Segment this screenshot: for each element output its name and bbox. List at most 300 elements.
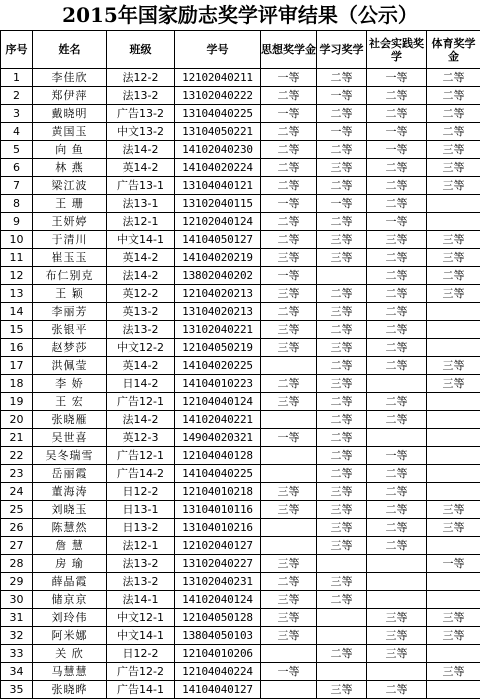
- cell-sports-award: [427, 411, 480, 429]
- cell-study-award: 二等: [317, 447, 367, 465]
- cell-class: 广告13-2: [107, 105, 175, 123]
- table-row: [1, 393, 480, 411]
- cell-class: 法12-2: [107, 69, 175, 87]
- cell-student-id: 13104010216: [175, 519, 261, 537]
- cell-no: 32: [1, 627, 33, 645]
- cell-practice-award: 一等: [367, 447, 427, 465]
- cell-practice-award: 三等: [367, 231, 427, 249]
- cell-name: 梁江波: [33, 177, 107, 195]
- cell-name: 王 珊: [33, 195, 107, 213]
- cell-study-award: 二等: [317, 105, 367, 123]
- cell-sports-award: 一等: [427, 555, 480, 573]
- cell-no: 29: [1, 573, 33, 591]
- header-no: 序号: [1, 31, 33, 69]
- table-row: [1, 69, 480, 87]
- cell-student-id: 12102040127: [175, 537, 261, 555]
- table-row: [1, 555, 480, 573]
- cell-sports-award: 三等: [427, 519, 480, 537]
- cell-sports-award: [427, 339, 480, 357]
- cell-student-id: 12104010218: [175, 483, 261, 501]
- cell-ideology-award: [261, 519, 317, 537]
- table-row: [1, 195, 480, 213]
- cell-sports-award: 三等: [427, 177, 480, 195]
- cell-no: 9: [1, 213, 33, 231]
- table-row: [1, 465, 480, 483]
- cell-no: 3: [1, 105, 33, 123]
- cell-practice-award: [367, 591, 427, 609]
- cell-practice-award: 二等: [367, 501, 427, 519]
- cell-ideology-award: 三等: [261, 501, 317, 519]
- cell-sports-award: [427, 645, 480, 663]
- cell-class: 法14-2: [107, 141, 175, 159]
- cell-no: 12: [1, 267, 33, 285]
- cell-ideology-award: [261, 357, 317, 375]
- cell-study-award: 三等: [317, 537, 367, 555]
- cell-name: 张晓雁: [33, 411, 107, 429]
- cell-study-award: [317, 663, 367, 681]
- cell-class: 英14-2: [107, 357, 175, 375]
- cell-ideology-award: 二等: [261, 375, 317, 393]
- header-ideology-award: 思想奖学金: [261, 31, 317, 69]
- cell-sports-award: 三等: [427, 249, 480, 267]
- cell-practice-award: [367, 555, 427, 573]
- header-sports-award: 体育奖学金: [427, 31, 480, 69]
- table-row: [1, 375, 480, 393]
- cell-ideology-award: 三等: [261, 285, 317, 303]
- cell-student-id: 13104010116: [175, 501, 261, 519]
- cell-ideology-award: [261, 537, 317, 555]
- cell-name: 崔玉玉: [33, 249, 107, 267]
- cell-sports-award: [427, 591, 480, 609]
- cell-sports-award: [427, 393, 480, 411]
- cell-name: 黄国玉: [33, 123, 107, 141]
- cell-sports-award: 二等: [427, 105, 480, 123]
- cell-sports-award: [427, 537, 480, 555]
- cell-no: 25: [1, 501, 33, 519]
- cell-name: 郑伊萍: [33, 87, 107, 105]
- cell-student-id: 12102040124: [175, 213, 261, 231]
- cell-practice-award: 二等: [367, 483, 427, 501]
- cell-ideology-award: [261, 645, 317, 663]
- cell-student-id: 13102040115: [175, 195, 261, 213]
- cell-practice-award: 一等: [367, 69, 427, 87]
- cell-study-award: 一等: [317, 123, 367, 141]
- cell-practice-award: [367, 375, 427, 393]
- cell-no: 26: [1, 519, 33, 537]
- cell-name: 陈慧然: [33, 519, 107, 537]
- results-table: [0, 30, 480, 699]
- cell-practice-award: 二等: [367, 519, 427, 537]
- cell-name: 向 鱼: [33, 141, 107, 159]
- page-title: 2015年国家励志奖学评审结果（公示）: [0, 0, 480, 30]
- cell-practice-award: 二等: [367, 177, 427, 195]
- cell-name: 布仁别克: [33, 267, 107, 285]
- cell-sports-award: 三等: [427, 285, 480, 303]
- cell-study-award: [317, 267, 367, 285]
- cell-no: 17: [1, 357, 33, 375]
- cell-ideology-award: 三等: [261, 339, 317, 357]
- table-row: [1, 627, 480, 645]
- cell-name: 林 燕: [33, 159, 107, 177]
- cell-student-id: 13104050221: [175, 123, 261, 141]
- cell-no: 24: [1, 483, 33, 501]
- cell-class: 英12-3: [107, 429, 175, 447]
- cell-practice-award: 二等: [367, 465, 427, 483]
- cell-name: 吴世喜: [33, 429, 107, 447]
- cell-student-id: 13102040222: [175, 87, 261, 105]
- table-row: [1, 573, 480, 591]
- cell-study-award: 三等: [317, 303, 367, 321]
- cell-student-id: 12104040224: [175, 663, 261, 681]
- results-body: [1, 69, 480, 699]
- cell-ideology-award: 二等: [261, 177, 317, 195]
- cell-sports-award: [427, 429, 480, 447]
- cell-ideology-award: 三等: [261, 249, 317, 267]
- cell-practice-award: 二等: [367, 285, 427, 303]
- table-row: [1, 105, 480, 123]
- cell-class: 法13-2: [107, 87, 175, 105]
- cell-practice-award: 二等: [367, 303, 427, 321]
- table-row: [1, 231, 480, 249]
- cell-study-award: 二等: [317, 411, 367, 429]
- cell-no: 8: [1, 195, 33, 213]
- cell-name: 于清川: [33, 231, 107, 249]
- table-row: [1, 177, 480, 195]
- cell-ideology-award: 一等: [261, 267, 317, 285]
- cell-sports-award: 三等: [427, 663, 480, 681]
- cell-practice-award: 二等: [367, 339, 427, 357]
- cell-practice-award: 二等: [367, 249, 427, 267]
- cell-practice-award: [367, 663, 427, 681]
- table-row: [1, 429, 480, 447]
- cell-class: 中文13-2: [107, 123, 175, 141]
- cell-student-id: 12104050219: [175, 339, 261, 357]
- table-row: [1, 645, 480, 663]
- cell-student-id: 14104040127: [175, 681, 261, 699]
- cell-sports-award: 三等: [427, 231, 480, 249]
- header-student-id: 学号: [175, 31, 261, 69]
- cell-class: 法14-2: [107, 267, 175, 285]
- cell-class: 日12-2: [107, 645, 175, 663]
- cell-ideology-award: 三等: [261, 321, 317, 339]
- cell-student-id: 14104020224: [175, 159, 261, 177]
- cell-no: 20: [1, 411, 33, 429]
- cell-name: 詹 慧: [33, 537, 107, 555]
- cell-sports-award: 三等: [427, 159, 480, 177]
- header-class: 班级: [107, 31, 175, 69]
- cell-student-id: 14104040225: [175, 465, 261, 483]
- cell-name: 岳丽霞: [33, 465, 107, 483]
- cell-student-id: 13102040227: [175, 555, 261, 573]
- cell-study-award: 三等: [317, 375, 367, 393]
- cell-study-award: 一等: [317, 195, 367, 213]
- cell-student-id: 14104020225: [175, 357, 261, 375]
- cell-class: 广告14-1: [107, 681, 175, 699]
- table-row: [1, 411, 480, 429]
- cell-no: 1: [1, 69, 33, 87]
- cell-ideology-award: 一等: [261, 69, 317, 87]
- cell-study-award: [317, 555, 367, 573]
- cell-student-id: 13102040231: [175, 573, 261, 591]
- cell-study-award: 一等: [317, 87, 367, 105]
- cell-sports-award: 三等: [427, 501, 480, 519]
- cell-student-id: 14102040124: [175, 591, 261, 609]
- cell-practice-award: 二等: [367, 321, 427, 339]
- cell-name: 王 宏: [33, 393, 107, 411]
- table-row: [1, 339, 480, 357]
- cell-sports-award: 二等: [427, 87, 480, 105]
- cell-no: 4: [1, 123, 33, 141]
- cell-ideology-award: 二等: [261, 123, 317, 141]
- cell-class: 英14-2: [107, 249, 175, 267]
- cell-practice-award: 二等: [367, 159, 427, 177]
- cell-class: 中文12-2: [107, 339, 175, 357]
- cell-name: 李 娇: [33, 375, 107, 393]
- cell-student-id: 14104020219: [175, 249, 261, 267]
- cell-class: 法13-2: [107, 573, 175, 591]
- table-row: [1, 483, 480, 501]
- cell-name: 阿米娜: [33, 627, 107, 645]
- cell-student-id: 13804050103: [175, 627, 261, 645]
- cell-study-award: 三等: [317, 573, 367, 591]
- cell-practice-award: 一等: [367, 123, 427, 141]
- cell-student-id: 14104050127: [175, 231, 261, 249]
- table-row: [1, 303, 480, 321]
- table-row: [1, 501, 480, 519]
- cell-ideology-award: 一等: [261, 195, 317, 213]
- cell-ideology-award: [261, 411, 317, 429]
- cell-practice-award: 二等: [367, 357, 427, 375]
- cell-name: 李佳欣: [33, 69, 107, 87]
- cell-sports-award: 三等: [427, 357, 480, 375]
- cell-no: 15: [1, 321, 33, 339]
- table-row: [1, 123, 480, 141]
- cell-no: 35: [1, 681, 33, 699]
- cell-ideology-award: 二等: [261, 213, 317, 231]
- cell-name: 张银平: [33, 321, 107, 339]
- cell-no: 10: [1, 231, 33, 249]
- cell-sports-award: 二等: [427, 267, 480, 285]
- cell-ideology-award: 二等: [261, 303, 317, 321]
- cell-no: 18: [1, 375, 33, 393]
- cell-practice-award: 三等: [367, 627, 427, 645]
- table-row: [1, 321, 480, 339]
- cell-practice-award: 一等: [367, 213, 427, 231]
- cell-class: 日14-2: [107, 375, 175, 393]
- cell-no: 31: [1, 609, 33, 627]
- cell-study-award: 三等: [317, 501, 367, 519]
- header-practice-award: 社会实践奖学: [367, 31, 427, 69]
- header-name: 姓名: [33, 31, 107, 69]
- cell-study-award: 二等: [317, 357, 367, 375]
- cell-student-id: 14102040230: [175, 141, 261, 159]
- cell-ideology-award: 二等: [261, 231, 317, 249]
- cell-class: 中文14-1: [107, 627, 175, 645]
- cell-class: 广告14-2: [107, 465, 175, 483]
- cell-student-id: 12104020213: [175, 285, 261, 303]
- cell-name: 洪佩莹: [33, 357, 107, 375]
- cell-sports-award: 三等: [427, 609, 480, 627]
- cell-sports-award: 三等: [427, 375, 480, 393]
- cell-ideology-award: 三等: [261, 393, 317, 411]
- cell-practice-award: 二等: [367, 105, 427, 123]
- cell-no: 5: [1, 141, 33, 159]
- cell-sports-award: [427, 213, 480, 231]
- cell-study-award: 三等: [317, 339, 367, 357]
- cell-study-award: 二等: [317, 429, 367, 447]
- cell-practice-award: 二等: [367, 537, 427, 555]
- cell-ideology-award: 三等: [261, 591, 317, 609]
- cell-name: 王妍婷: [33, 213, 107, 231]
- cell-class: 广告12-2: [107, 663, 175, 681]
- cell-student-id: 14904020321: [175, 429, 261, 447]
- cell-no: 14: [1, 303, 33, 321]
- cell-name: 刘晓玉: [33, 501, 107, 519]
- cell-study-award: 三等: [317, 249, 367, 267]
- cell-name: 马慧慧: [33, 663, 107, 681]
- cell-class: 中文12-1: [107, 609, 175, 627]
- cell-ideology-award: 一等: [261, 429, 317, 447]
- cell-student-id: 12102040211: [175, 69, 261, 87]
- cell-student-id: 12104040124: [175, 393, 261, 411]
- table-row: [1, 159, 480, 177]
- cell-student-id: 13102040221: [175, 321, 261, 339]
- cell-ideology-award: [261, 447, 317, 465]
- cell-practice-award: 二等: [367, 393, 427, 411]
- cell-no: 21: [1, 429, 33, 447]
- table-row: [1, 591, 480, 609]
- table-row: [1, 519, 480, 537]
- cell-no: 23: [1, 465, 33, 483]
- cell-ideology-award: 三等: [261, 555, 317, 573]
- cell-study-award: 二等: [317, 393, 367, 411]
- cell-sports-award: [427, 447, 480, 465]
- cell-no: 34: [1, 663, 33, 681]
- header-row: [1, 31, 480, 69]
- cell-class: 中文14-1: [107, 231, 175, 249]
- cell-no: 16: [1, 339, 33, 357]
- cell-ideology-award: 二等: [261, 141, 317, 159]
- cell-no: 13: [1, 285, 33, 303]
- cell-class: 英12-2: [107, 285, 175, 303]
- cell-name: 戴晓明: [33, 105, 107, 123]
- cell-study-award: 三等: [317, 681, 367, 699]
- cell-class: 广告13-1: [107, 177, 175, 195]
- cell-class: 广告12-1: [107, 447, 175, 465]
- cell-ideology-award: 三等: [261, 483, 317, 501]
- cell-no: 6: [1, 159, 33, 177]
- cell-study-award: 三等: [317, 519, 367, 537]
- cell-name: 吴冬瑞雪: [33, 447, 107, 465]
- cell-no: 30: [1, 591, 33, 609]
- cell-sports-award: 二等: [427, 69, 480, 87]
- cell-no: 33: [1, 645, 33, 663]
- cell-study-award: [317, 609, 367, 627]
- cell-name: 王 颖: [33, 285, 107, 303]
- cell-ideology-award: 一等: [261, 105, 317, 123]
- cell-study-award: 二等: [317, 285, 367, 303]
- cell-class: 法13-2: [107, 321, 175, 339]
- cell-student-id: 12104010206: [175, 645, 261, 663]
- cell-study-award: 三等: [317, 159, 367, 177]
- cell-study-award: 二等: [317, 69, 367, 87]
- table-row: [1, 357, 480, 375]
- cell-ideology-award: 二等: [261, 87, 317, 105]
- cell-study-award: 二等: [317, 213, 367, 231]
- cell-no: 19: [1, 393, 33, 411]
- table-row: [1, 609, 480, 627]
- cell-sports-award: 三等: [427, 627, 480, 645]
- table-row: [1, 213, 480, 231]
- cell-study-award: 二等: [317, 321, 367, 339]
- cell-student-id: 13802040202: [175, 267, 261, 285]
- cell-no: 22: [1, 447, 33, 465]
- cell-class: 日12-2: [107, 483, 175, 501]
- cell-practice-award: 一等: [367, 141, 427, 159]
- cell-student-id: 14104010223: [175, 375, 261, 393]
- cell-no: 11: [1, 249, 33, 267]
- cell-class: 英14-2: [107, 159, 175, 177]
- cell-name: 刘玲伟: [33, 609, 107, 627]
- cell-study-award: 二等: [317, 591, 367, 609]
- cell-sports-award: [427, 303, 480, 321]
- cell-name: 房 瑜: [33, 555, 107, 573]
- cell-class: 法13-2: [107, 555, 175, 573]
- cell-class: 英13-2: [107, 303, 175, 321]
- cell-no: 2: [1, 87, 33, 105]
- cell-name: 赵梦莎: [33, 339, 107, 357]
- cell-sports-award: 二等: [427, 123, 480, 141]
- cell-name: 李丽芳: [33, 303, 107, 321]
- cell-study-award: 三等: [317, 231, 367, 249]
- table-row: [1, 267, 480, 285]
- cell-student-id: 13104040225: [175, 105, 261, 123]
- table-row: [1, 537, 480, 555]
- cell-ideology-award: 二等: [261, 159, 317, 177]
- cell-sports-award: [427, 483, 480, 501]
- table-row: [1, 87, 480, 105]
- header-study-award: 学习奖学: [317, 31, 367, 69]
- cell-no: 7: [1, 177, 33, 195]
- cell-ideology-award: 三等: [261, 609, 317, 627]
- cell-study-award: 二等: [317, 177, 367, 195]
- cell-no: 28: [1, 555, 33, 573]
- cell-student-id: 13104040121: [175, 177, 261, 195]
- cell-practice-award: 二等: [367, 87, 427, 105]
- table-row: [1, 447, 480, 465]
- cell-class: 法12-1: [107, 537, 175, 555]
- cell-class: 法12-1: [107, 213, 175, 231]
- cell-practice-award: [367, 573, 427, 591]
- cell-class: 法14-1: [107, 591, 175, 609]
- cell-practice-award: [367, 429, 427, 447]
- cell-class: 日13-1: [107, 501, 175, 519]
- table-row: [1, 663, 480, 681]
- cell-name: 董海涛: [33, 483, 107, 501]
- cell-ideology-award: 三等: [261, 627, 317, 645]
- cell-ideology-award: 一等: [261, 663, 317, 681]
- cell-sports-award: [427, 465, 480, 483]
- cell-sports-award: 三等: [427, 141, 480, 159]
- cell-study-award: [317, 627, 367, 645]
- cell-study-award: 三等: [317, 483, 367, 501]
- table-row: [1, 249, 480, 267]
- cell-study-award: 二等: [317, 645, 367, 663]
- cell-student-id: 14102040221: [175, 411, 261, 429]
- cell-study-award: 二等: [317, 141, 367, 159]
- cell-name: 张晓晔: [33, 681, 107, 699]
- cell-sports-award: [427, 573, 480, 591]
